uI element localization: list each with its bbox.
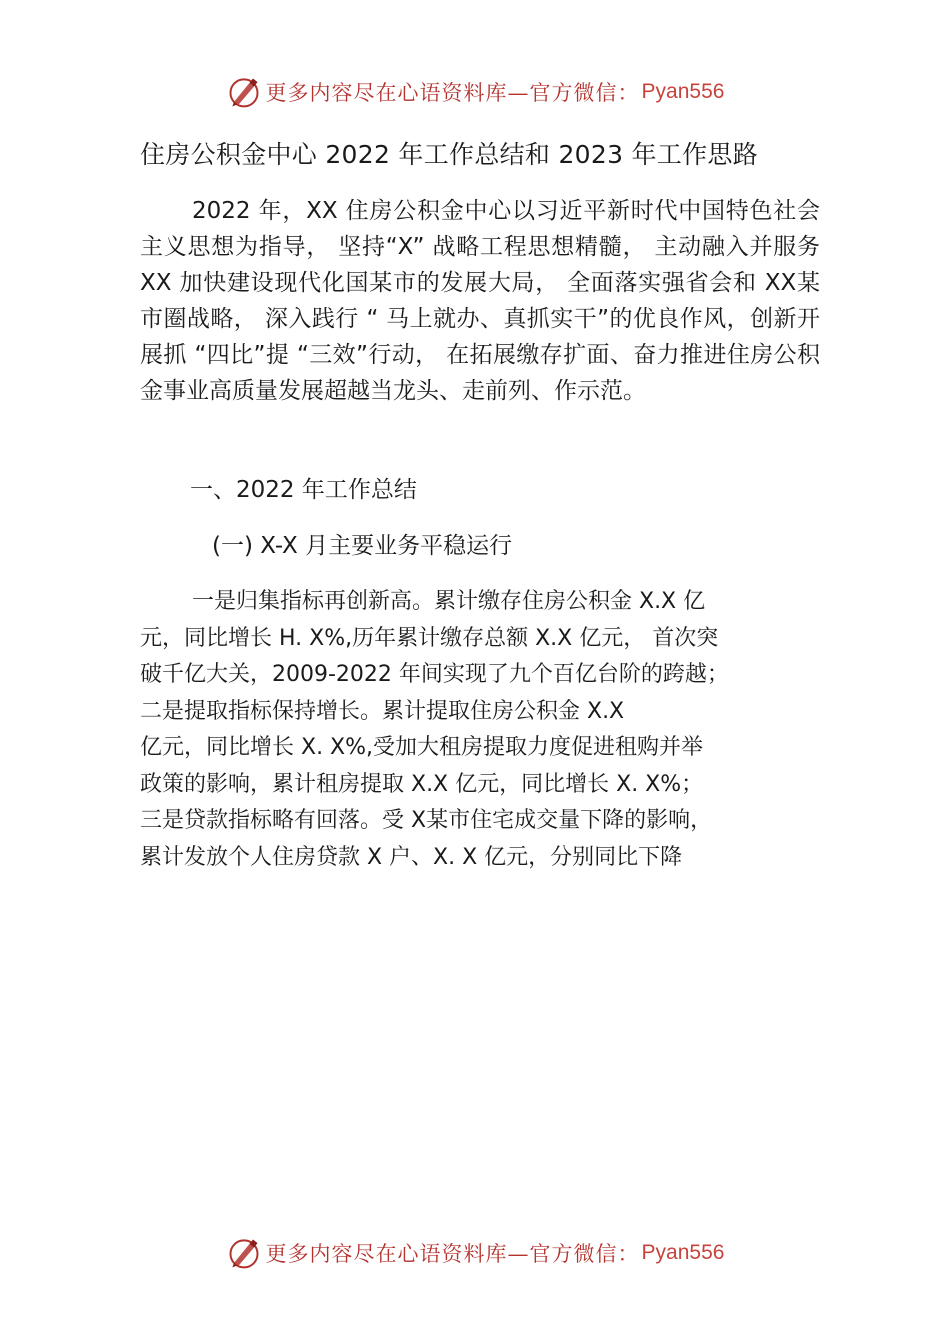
section-heading: 一、2022 年工作总结 (190, 477, 417, 503)
watermark-text: 更多内容尽在心语资料库—官方微信： (265, 81, 640, 105)
body-line: 亿元，同比增长 X. X%,受加大租房提取力度促进租购并举 (140, 735, 704, 760)
watermark-wechat-id: Pyan556 (641, 80, 725, 103)
body-line: 二是提取指标保持增长。累计提取住房公积金 X.X (140, 698, 625, 724)
intro-paragraph (140, 193, 820, 409)
body-line: 三是贷款指标略有回落。受 X某市住宅成交量下降的影响， (140, 808, 713, 833)
body-line: 元，同比增长 H. X%,历年累计缴存总额 X.X 亿元， 首次突 (140, 625, 719, 651)
body-line: 一是归集指标再创新高。累计缴存住房公积金 X.X 亿 (192, 589, 706, 614)
watermark-wechat-id: Pyan556 (641, 1241, 725, 1264)
body-line: 累计发放个人住房贷款 X 户、X. X 亿元，分别同比下降 (140, 844, 683, 870)
watermark-banner-top (0, 72, 950, 112)
watermark-banner-bottom (0, 1233, 950, 1273)
pen-logo-icon (226, 1235, 262, 1271)
section-body (140, 584, 780, 876)
body-line: 破千亿大关，2009-2022 年间实现了九个百亿台阶的跨越； (140, 662, 729, 687)
subsection-heading: (一) X-X 月主要业务平稳运行 (212, 533, 513, 559)
intro-text: 2022 年，XX 住房公积金中心以习近平新时代中国特色社会主义思想为指导， 坚持“X” 战略工程思想精髓， 主动融入并服务 XX 加快建设现代化国某市的发展大局， 全面落实强省会和 XX某市圈战略， 深入践行 “ 马上就办、真抓实干”的优良作风，创新开展抓 “四比”提 “三效”行动， 在拓展缴存扩面、奋力推进住房公积金事业高质量发展超越当龙头、走前列、作示范。 (140, 198, 820, 404)
document-title: 住房公积金中心 2022 年工作总结和 2023 年工作思路 (140, 140, 759, 169)
body-line: 政策的影响，累计租房提取 X.X 亿元，同比增长 X. X%； (140, 771, 704, 797)
watermark-text: 更多内容尽在心语资料库—官方微信： (265, 1242, 640, 1266)
pen-logo-icon (226, 74, 262, 110)
